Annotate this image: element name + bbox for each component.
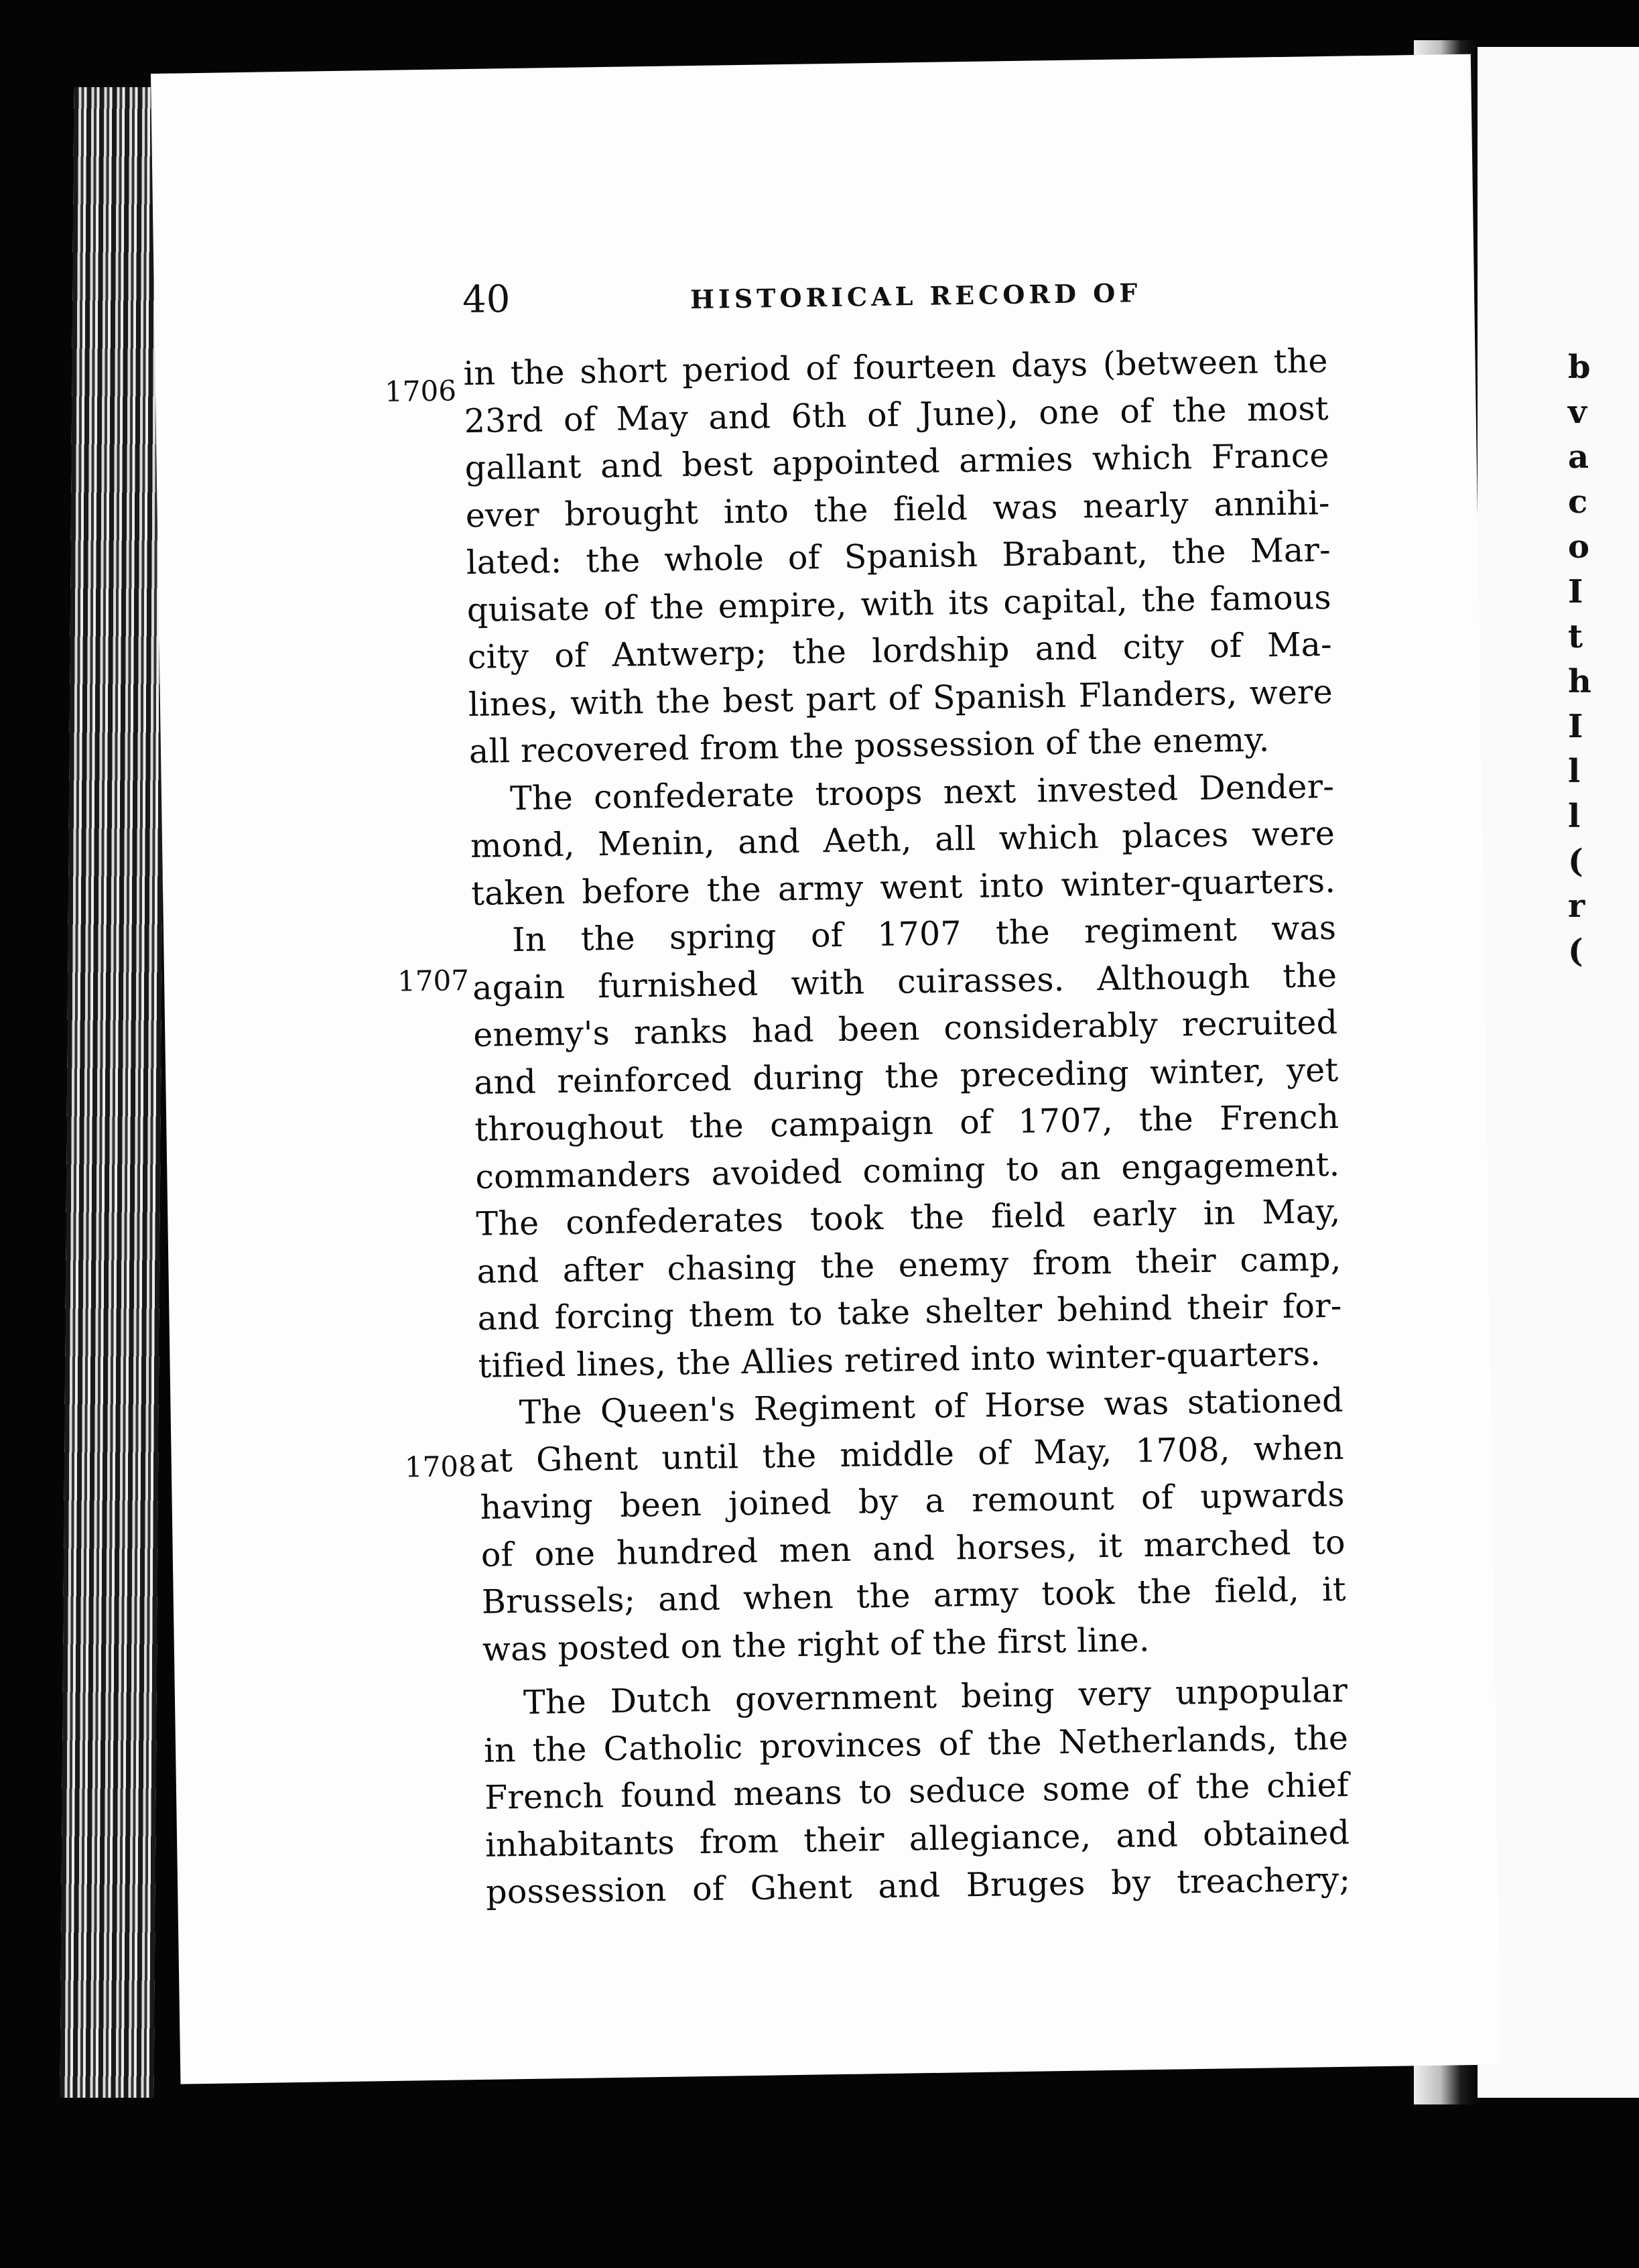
text-line: enemy's ranks had been considerably recruited	[472, 1003, 1338, 1055]
facing-fragment: l	[1568, 753, 1581, 790]
text-line: city of Antwerp; the lordship and city of Ma-	[467, 625, 1333, 677]
facing-fragment: a	[1568, 438, 1589, 476]
text-line: possession of Ghent and Bruges by treachery;	[485, 1860, 1351, 1911]
running-head	[462, 266, 1267, 332]
facing-fragment: o	[1568, 528, 1590, 566]
text-line: and after chasing the enemy from their camp,	[476, 1239, 1341, 1291]
text-line: inhabitants from their allegiance, and obtained	[484, 1813, 1350, 1865]
text-line: taken before the army went into winter-quarters.	[470, 861, 1336, 913]
text-line: all recovered from the possession of the enemy.	[468, 720, 1270, 771]
body-text	[463, 338, 1351, 1916]
text-line: The confederates took the field early in May,	[476, 1192, 1341, 1243]
facing-fragment: (	[1568, 932, 1583, 970]
text-line: French found means to seduce some of the chief	[484, 1765, 1350, 1817]
text-line: was posted on the right of the first line.	[482, 1620, 1151, 1669]
text-line: throughout the campaign of 1707, the French	[474, 1097, 1339, 1149]
facing-fragment: (	[1568, 842, 1583, 880]
facing-fragment: I	[1568, 708, 1583, 745]
facing-fragment: c	[1568, 483, 1588, 521]
text-line: and reinforced during the preceding winter, yet	[473, 1050, 1339, 1102]
text-line: The Dutch government being very unpopular	[523, 1671, 1348, 1722]
facing-fragment: h	[1568, 663, 1591, 700]
margin-year: 1706	[384, 374, 457, 408]
text-line: tified lines, the Allies retired into winter-quarters.	[478, 1334, 1321, 1385]
facing-fragment: b	[1568, 349, 1591, 386]
margin-year: 1707	[397, 964, 470, 998]
text-line: In the spring of 1707 the regiment was	[511, 908, 1337, 960]
text-line: and forcing them to take shelter behind their for-	[477, 1286, 1342, 1338]
text-line: gallant and best appointed armies which France	[464, 436, 1330, 488]
text-line: commanders avoided coming to an engagement.	[475, 1145, 1340, 1196]
text-line: again furnished with cuirasses. Although the	[472, 956, 1337, 1007]
facing-page-text-fragments	[1568, 345, 1622, 974]
text-line: at Ghent until the middle of May, 1708, when	[479, 1428, 1345, 1480]
facing-fragment: v	[1568, 393, 1587, 431]
facing-fragment: r	[1568, 887, 1585, 925]
facing-fragment: l	[1568, 798, 1581, 835]
margin-year: 1708	[404, 1450, 477, 1484]
text-line: 23rd of May and 6th of June), one of the most	[464, 389, 1329, 440]
text-line: in the short period of fourteen days (between the	[463, 341, 1328, 393]
text-line: Brussels; and when the army took the field, it	[481, 1570, 1347, 1621]
text-line: lines, with the best part of Spanish Flanders, were	[468, 672, 1333, 724]
running-title: HISTORICAL RECORD OF	[690, 277, 1142, 315]
text-line: ever brought into the field was nearly annihi-	[465, 483, 1331, 535]
page-number: 40	[462, 277, 511, 322]
text-line: The Queen's Regiment of Horse was stationed	[519, 1381, 1343, 1432]
text-line: in the Catholic provinces of the Netherlands, the	[483, 1718, 1349, 1770]
text-line: The confederate troops next invested Dender-	[509, 767, 1335, 818]
text-line: quisate of the empire, with its capital, the famous	[466, 578, 1332, 629]
text-line: mond, Menin, and Aeth, all which places were	[470, 814, 1335, 866]
text-line: having been joined by a remount of upwards	[480, 1475, 1346, 1527]
book-page	[151, 54, 1500, 2084]
facing-fragment: I	[1568, 573, 1583, 611]
book-page-edges	[60, 87, 168, 2098]
text-line: lated: the whole of Spanish Brabant, the Mar-	[466, 530, 1331, 582]
facing-fragment: t	[1568, 618, 1583, 655]
text-line: of one hundred men and horses, it marched to	[480, 1523, 1346, 1574]
